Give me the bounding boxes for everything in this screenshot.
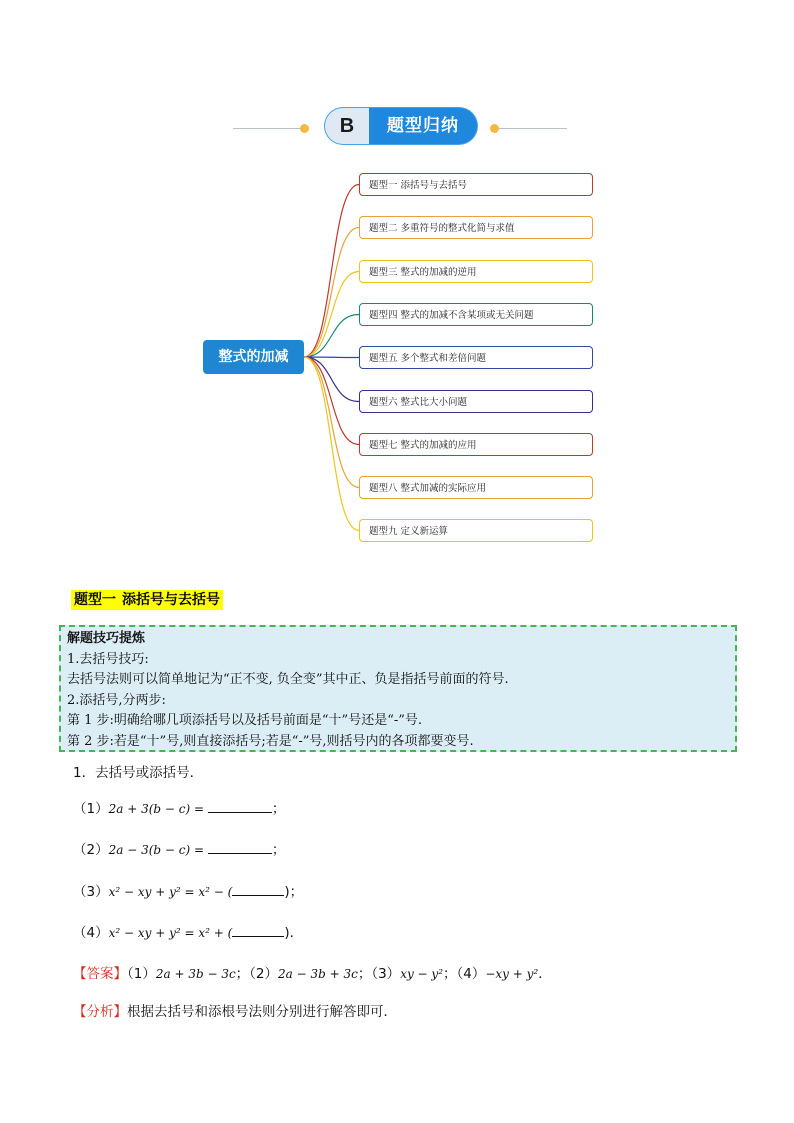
mindmap-branch: 题型二 多重符号的整式化简与求值 bbox=[359, 216, 593, 239]
mindmap-connector bbox=[304, 357, 359, 488]
mindmap-connector bbox=[304, 228, 359, 358]
tips-line: 2.添括号,分两步: bbox=[67, 692, 166, 708]
section-title bbox=[71, 590, 223, 610]
answer-expression: −xy + y² bbox=[485, 967, 539, 981]
answer-line bbox=[73, 962, 552, 982]
mindmap-branch: 题型一 添括号与去括号 bbox=[359, 173, 593, 196]
item-tail: ； bbox=[271, 801, 286, 817]
item-expression: 2a − 3(b − c) = bbox=[108, 843, 208, 857]
item-tail: ； bbox=[271, 842, 286, 858]
mindmap-branch: 题型三 整式的加减的逆用 bbox=[359, 260, 593, 283]
question-stem: 1．去括号或添括号． bbox=[73, 765, 204, 781]
question-item-3 bbox=[73, 880, 303, 900]
tips-line: 第 2 步:若是“十”号,则直接添括号;若是“-”号,则括号内的各项都要变号. bbox=[67, 733, 474, 749]
question-item-1 bbox=[73, 797, 285, 817]
answer-num: （3） bbox=[371, 966, 401, 982]
tips-line: 去括号法则可以简单地记为“正不变, 负全变”其中正、负是指括号前面的符号. bbox=[67, 672, 509, 687]
mindmap-connector bbox=[304, 357, 359, 531]
question-item-2 bbox=[73, 838, 285, 858]
section-name: 添括号与去括号 bbox=[122, 592, 220, 608]
answer-expression: 2a + 3b − 3c bbox=[155, 967, 236, 981]
answer-sep: ； bbox=[357, 966, 372, 982]
badge-letter: B bbox=[325, 108, 369, 144]
mindmap-connector bbox=[304, 185, 359, 358]
item-tail: )． bbox=[284, 925, 304, 941]
mindmap-connector bbox=[304, 315, 359, 358]
answer-expression: xy − y² bbox=[400, 967, 444, 981]
answer-num: （2） bbox=[249, 966, 279, 982]
mindmap-branch: 题型五 多个整式和差倍问题 bbox=[359, 346, 593, 369]
item-expression: 2a + 3(b − c) = bbox=[108, 802, 208, 816]
answer-tag: 【答案】 bbox=[73, 966, 127, 982]
item-number: （1） bbox=[73, 801, 109, 817]
answer-sep: ； bbox=[443, 966, 457, 982]
badge-title: 题型归纳 bbox=[387, 116, 459, 136]
mindmap-branch: 题型九 定义新运算 bbox=[359, 519, 593, 542]
analysis-tag: 【分析】 bbox=[73, 1004, 127, 1020]
mindmap-branch: 题型七 整式的加减的应用 bbox=[359, 433, 593, 456]
tips-box bbox=[59, 625, 737, 752]
answer-blank bbox=[208, 841, 272, 854]
answer-blank bbox=[232, 924, 284, 937]
answer-blank bbox=[208, 800, 272, 813]
analysis-line bbox=[73, 1000, 397, 1020]
answer-blank bbox=[232, 883, 284, 896]
question-item-4 bbox=[73, 921, 303, 941]
answer-num: （4） bbox=[456, 966, 486, 982]
tips-heading: 解题技巧提炼 bbox=[67, 631, 146, 646]
tips-line: 1.去括号技巧: bbox=[67, 651, 149, 667]
answer-expression: 2a − 3b + 3c bbox=[278, 967, 358, 981]
mindmap-connector bbox=[304, 357, 359, 402]
item-number: （4） bbox=[73, 925, 109, 941]
answer-num: （1） bbox=[127, 966, 156, 982]
section-number: 题型一 bbox=[74, 592, 116, 608]
mindmap-connector bbox=[304, 357, 359, 358]
analysis-text: 根据去括号和添根号法则分别进行解答即可． bbox=[127, 1004, 397, 1020]
mindmap-branch: 题型四 整式的加减不含某项或无关问题 bbox=[359, 303, 593, 326]
item-expression: x² − xy + y² = x² + ( bbox=[108, 926, 233, 940]
item-tail: )； bbox=[284, 884, 304, 900]
item-number: （2） bbox=[73, 842, 109, 858]
item-expression: x² − xy + y² = x² − ( bbox=[108, 885, 233, 899]
mindmap-connector bbox=[304, 272, 359, 358]
answer-sep: ； bbox=[235, 966, 250, 982]
mindmap-branch: 题型八 整式加减的实际应用 bbox=[359, 476, 593, 499]
item-number: （3） bbox=[73, 884, 109, 900]
tips-line: 第 1 步:明确给哪几项添括号以及括号前面是“十”号还是“-”号. bbox=[67, 713, 423, 728]
mindmap-branch: 题型六 整式比大小问题 bbox=[359, 390, 593, 413]
mindmap-root: 整式的加减 bbox=[203, 340, 304, 374]
answer-sep: ． bbox=[538, 966, 552, 982]
